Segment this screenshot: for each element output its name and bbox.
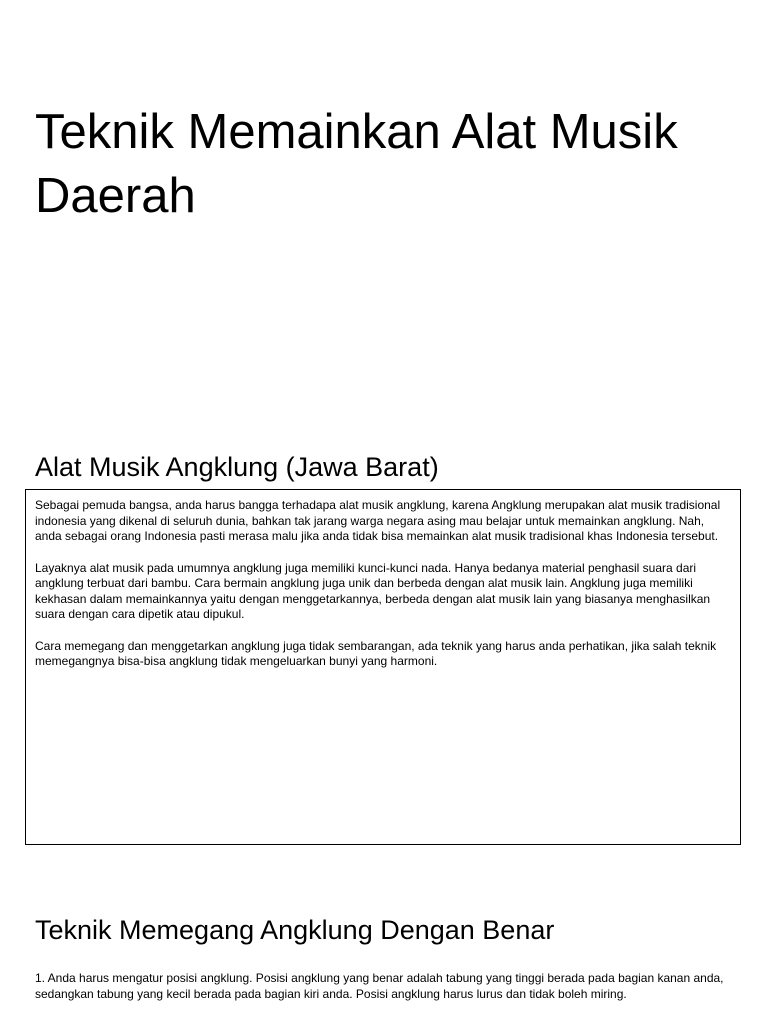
intro-text-box bbox=[25, 489, 741, 845]
page-title: Teknik Memainkan Alat Musik Daerah bbox=[35, 105, 678, 223]
paragraph: Layaknya alat musik pada umumnya angklung juga memiliki kunci-kunci nada. Hanya bedanya material penghasil suara dari angklung terbuat dari bambu. Cara bermain angklung juga unik dan berbeda dengan alat musik lain. Angklung juga memiliki kekhasan dalam memainkannya yaitu dengan menggetarkannya, berbeda dengan alat musik lain yang biasanya menghasilkan suara dengan cara dipetik atau dipukul. bbox=[35, 560, 711, 621]
technique-body bbox=[35, 971, 735, 1002]
paragraph: 1. Anda harus mengatur posisi angklung. Posisi angklung yang benar adalah tabung yang tinggi berada pada bagian kanan anda, sedangkan tabung yang kecil berada pada bagian kiri anda. Posisi angklung harus lurus dan tidak boleh miring. bbox=[35, 971, 724, 1001]
section-heading-technique: Teknik Memegang Angklung Dengan Benar bbox=[35, 915, 555, 945]
paragraph: Sebagai pemuda bangsa, anda harus bangga terhadapa alat musik angklung, karena Angklung merupakan alat musik tradisional indonesia yang dikenal di seluruh dunia, bahkan tak jarang warga negara asing mau belajar untuk memainkan angklung. Nah, anda sebagai orang Indonesia pasti merasa malu jika anda tidak bisa memainkan alat musik tradisional khas Indonesia tersebut. bbox=[35, 498, 721, 543]
section-heading-angklung: Alat Musik Angklung (Jawa Barat) bbox=[35, 452, 439, 482]
paragraph: Cara memegang dan menggetarkan angklung juga tidak sembarangan, ada teknik yang harus anda perhatikan, jika salah teknik memegangnya bisa-bisa angklung tidak mengeluarkan bunyi yang harmoni. bbox=[35, 638, 717, 668]
